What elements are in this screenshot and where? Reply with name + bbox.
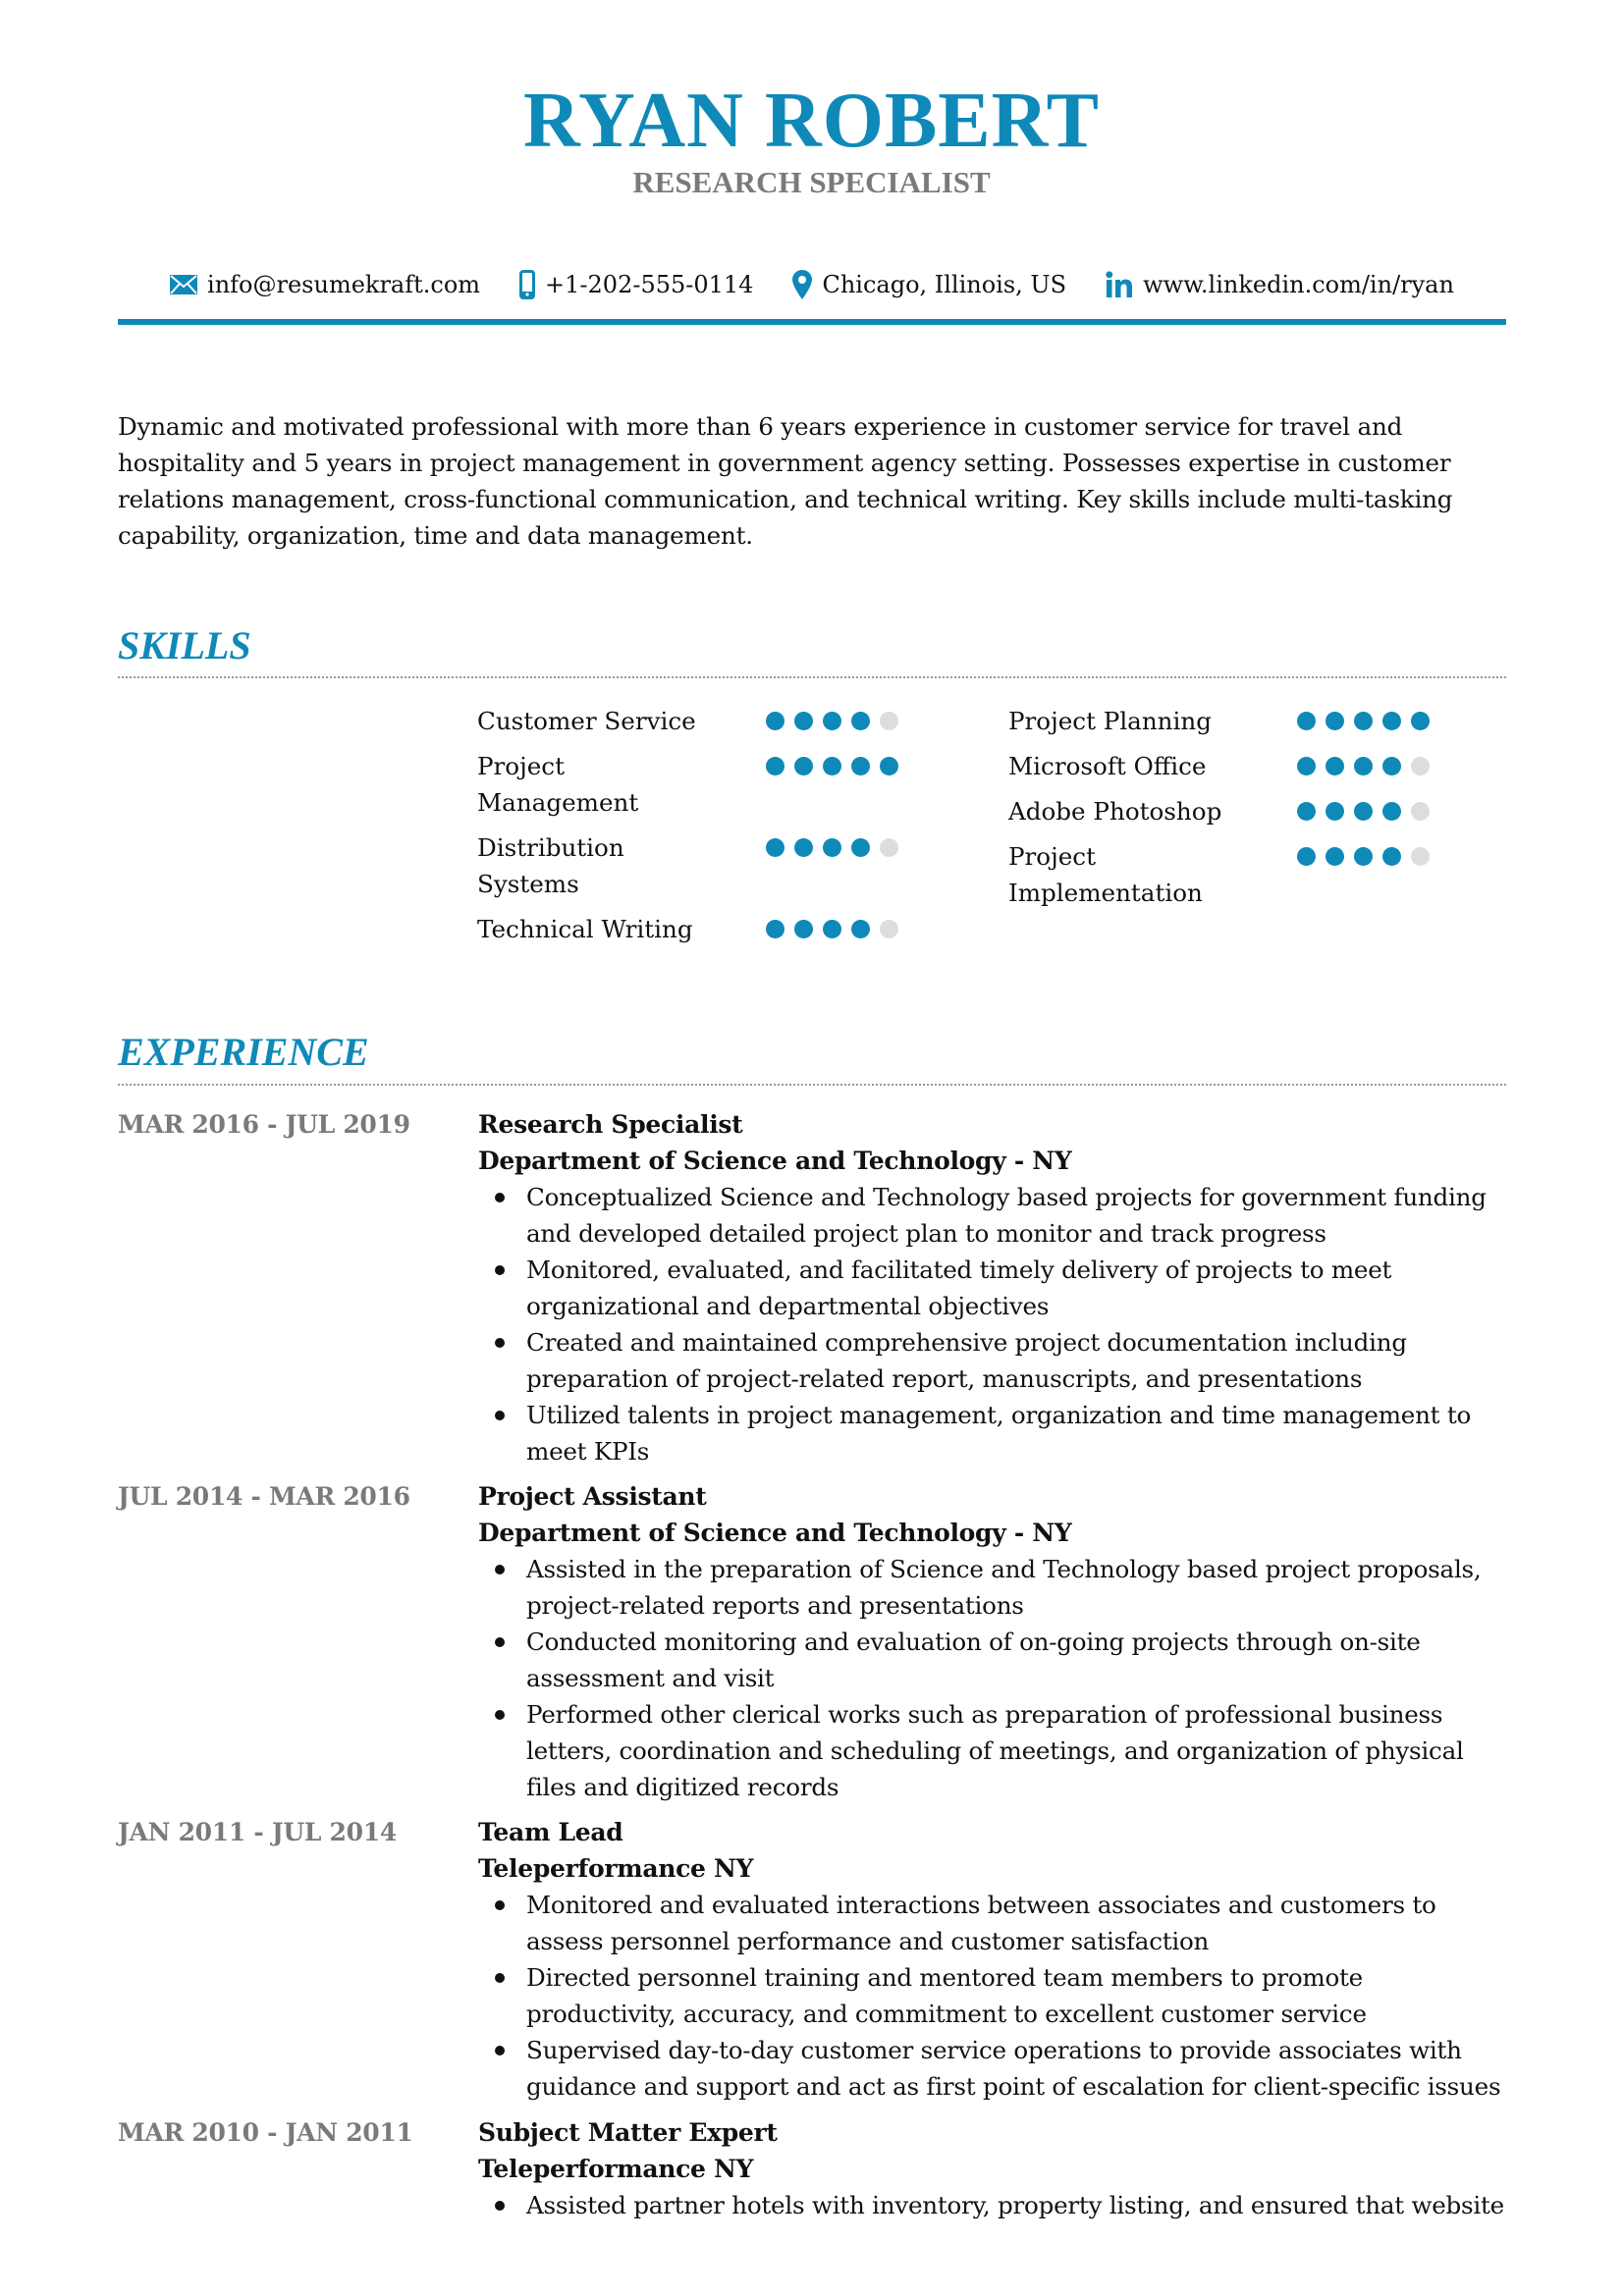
- experience-bullet: Assisted partner hotels with inventory, property listing, and ensured that website: [478, 2187, 1512, 2223]
- experience-bullet: Supervised day-to-day customer service operations to provide associates with guidance and support and act as first point of escalation for client-specific issues: [478, 2032, 1512, 2105]
- skill-rating: [766, 748, 898, 775]
- bullet-icon: [495, 1338, 505, 1348]
- contact-location-text: Chicago, Illinois, US: [822, 271, 1067, 298]
- contact-bar: [118, 265, 1506, 304]
- rating-dot-filled-icon: [1325, 847, 1344, 866]
- rating-dot-filled-icon: [823, 712, 841, 730]
- experience-heading: EXPERIENCE: [118, 1030, 369, 1074]
- skill-name: Project Planning: [1008, 707, 1212, 735]
- skills-column-right: [1008, 703, 1440, 920]
- contact-linkedin[interactable]: [1106, 271, 1454, 298]
- experience-role: Subject Matter Expert: [478, 2118, 778, 2147]
- experience-dates: JAN 2011 - JUL 2014: [118, 1818, 397, 1846]
- experience-bullet: Created and maintained comprehensive project documentation including preparation of project-related report, manuscripts, and presentations: [478, 1324, 1512, 1397]
- candidate-name: RYAN ROBERT: [523, 78, 1100, 164]
- rating-dot-filled-icon: [794, 920, 813, 938]
- skill-rating: [1297, 793, 1430, 821]
- skill-rating: [1297, 838, 1430, 866]
- skill-item: [1008, 793, 1440, 829]
- contact-email[interactable]: [170, 271, 480, 298]
- bullet-icon: [495, 2201, 505, 2211]
- skill-name: Technical Writing: [477, 915, 693, 943]
- contact-linkedin-text: www.linkedin.com/in/ryan: [1143, 271, 1454, 298]
- rating-dot-filled-icon: [1297, 802, 1316, 821]
- rating-dot-empty-icon: [1411, 757, 1430, 775]
- linkedin-icon: [1106, 271, 1133, 298]
- rating-dot-filled-icon: [1354, 712, 1373, 730]
- rating-dot-filled-icon: [1382, 802, 1401, 821]
- rating-dot-filled-icon: [1354, 757, 1373, 775]
- contact-location: [792, 270, 1066, 299]
- rating-dot-filled-icon: [766, 757, 784, 775]
- experience-bullets: [478, 1887, 1512, 2105]
- skill-name: Microsoft Office: [1008, 752, 1207, 780]
- skill-rating: [766, 911, 898, 938]
- rating-dot-filled-icon: [1297, 847, 1316, 866]
- experience-company: Teleperformance NY: [478, 1854, 754, 1883]
- envelope-icon: [170, 275, 197, 294]
- experience-role: Team Lead: [478, 1818, 623, 1846]
- rating-dot-empty-icon: [880, 838, 898, 857]
- rating-dot-filled-icon: [1297, 712, 1316, 730]
- rating-dot-filled-icon: [766, 712, 784, 730]
- skill-rating: [1297, 748, 1430, 775]
- skill-name: Distribution Systems: [477, 833, 624, 898]
- experience-divider: [118, 1084, 1506, 1086]
- experience-role: Project Assistant: [478, 1482, 707, 1511]
- experience-dates: JUL 2014 - MAR 2016: [118, 1482, 410, 1511]
- experience-role: Research Specialist: [478, 1110, 743, 1139]
- contact-phone-text: +1-202-555-0114: [545, 271, 754, 298]
- bullet-icon: [495, 1411, 505, 1420]
- rating-dot-filled-icon: [1382, 712, 1401, 730]
- rating-dot-filled-icon: [766, 838, 784, 857]
- mobile-phone-icon: [519, 270, 535, 299]
- experience-company: Department of Science and Technology - NY: [478, 1147, 1072, 1175]
- experience-bullets: [478, 1551, 1512, 1805]
- experience-bullet: Conducted monitoring and evaluation of on-going projects through on-site assessment and visit: [478, 1624, 1512, 1696]
- professional-summary: Dynamic and motivated professional with more than 6 years experience in customer service for travel and hospitality and 5 years in project management in government agency setting. Possesses expertise in customer relations management, cross-functional communication, and technical writing. Key skills include multi-tasking capability, organization, time and data management.: [118, 412, 1453, 550]
- skills-column-left: [477, 703, 909, 956]
- rating-dot-empty-icon: [880, 712, 898, 730]
- rating-dot-filled-icon: [794, 757, 813, 775]
- skill-name: Customer Service: [477, 707, 696, 735]
- experience-bullet: Monitored and evaluated interactions between associates and customers to assess personnel performance and customer satisfaction: [478, 1887, 1512, 1959]
- experience-bullets: [478, 1179, 1512, 1469]
- rating-dot-filled-icon: [823, 838, 841, 857]
- bullet-icon: [495, 1565, 505, 1575]
- skill-item: [477, 748, 909, 821]
- skill-rating: [766, 829, 898, 857]
- skills-divider: [118, 676, 1506, 678]
- bullet-icon: [495, 2046, 505, 2056]
- rating-dot-filled-icon: [851, 757, 870, 775]
- skill-name: Adobe Photoshop: [1008, 797, 1222, 826]
- skill-item: [477, 829, 909, 902]
- rating-dot-filled-icon: [1297, 757, 1316, 775]
- contact-email-text: info@resumekraft.com: [207, 271, 481, 298]
- map-pin-icon: [792, 270, 812, 299]
- rating-dot-filled-icon: [851, 712, 870, 730]
- experience-company: Teleperformance NY: [478, 2155, 754, 2183]
- bullet-icon: [495, 1637, 505, 1647]
- rating-dot-filled-icon: [1411, 712, 1430, 730]
- rating-dot-filled-icon: [794, 712, 813, 730]
- skill-name: Project Implementation: [1008, 842, 1203, 907]
- skills-heading: SKILLS: [118, 623, 251, 667]
- skill-rating: [766, 703, 898, 730]
- rating-dot-empty-icon: [1411, 802, 1430, 821]
- rating-dot-filled-icon: [1325, 802, 1344, 821]
- experience-dates: MAR 2010 - JAN 2011: [118, 2118, 413, 2147]
- skill-name: Project Management: [477, 752, 639, 817]
- experience-bullets: [478, 2187, 1512, 2223]
- skill-item: [477, 911, 909, 947]
- rating-dot-filled-icon: [880, 757, 898, 775]
- rating-dot-filled-icon: [823, 757, 841, 775]
- experience-bullet: Assisted in the preparation of Science and Technology based project proposals, project-related reports and presentations: [478, 1551, 1512, 1624]
- experience-bullet: Monitored, evaluated, and facilitated timely delivery of projects to meet organizational and departmental objectives: [478, 1252, 1512, 1324]
- rating-dot-filled-icon: [1382, 847, 1401, 866]
- rating-dot-empty-icon: [1411, 847, 1430, 866]
- rating-dot-filled-icon: [1325, 712, 1344, 730]
- bullet-icon: [495, 1193, 505, 1202]
- experience-company: Department of Science and Technology - NY: [478, 1519, 1072, 1547]
- experience-dates: MAR 2016 - JUL 2019: [118, 1110, 410, 1139]
- experience-bullet: Utilized talents in project management, organization and time management to meet KPIs: [478, 1397, 1512, 1469]
- skill-item: [477, 703, 909, 739]
- contact-phone[interactable]: [519, 270, 753, 299]
- bullet-icon: [495, 1973, 505, 1983]
- header-divider: [118, 319, 1506, 325]
- rating-dot-filled-icon: [851, 920, 870, 938]
- rating-dot-filled-icon: [823, 920, 841, 938]
- rating-dot-filled-icon: [1354, 802, 1373, 821]
- skill-rating: [1297, 703, 1430, 730]
- bullet-icon: [495, 1710, 505, 1720]
- rating-dot-filled-icon: [766, 920, 784, 938]
- rating-dot-filled-icon: [1325, 757, 1344, 775]
- experience-bullet: Conceptualized Science and Technology based projects for government funding and developed detailed project plan to monitor and track progress: [478, 1179, 1512, 1252]
- skill-item: [1008, 838, 1440, 911]
- bullet-icon: [495, 1265, 505, 1275]
- bullet-icon: [495, 1900, 505, 1910]
- skill-item: [1008, 748, 1440, 784]
- skill-item: [1008, 703, 1440, 739]
- rating-dot-filled-icon: [794, 838, 813, 857]
- rating-dot-filled-icon: [851, 838, 870, 857]
- rating-dot-filled-icon: [1354, 847, 1373, 866]
- experience-bullet: Directed personnel training and mentored team members to promote productivity, accuracy, and commitment to excellent customer service: [478, 1959, 1512, 2032]
- rating-dot-empty-icon: [880, 920, 898, 938]
- rating-dot-filled-icon: [1382, 757, 1401, 775]
- experience-bullet: Performed other clerical works such as preparation of professional business letters, coordination and scheduling of meetings, and organization of physical files and digitized records: [478, 1696, 1512, 1805]
- job-title: RESEARCH SPECIALIST: [632, 165, 991, 199]
